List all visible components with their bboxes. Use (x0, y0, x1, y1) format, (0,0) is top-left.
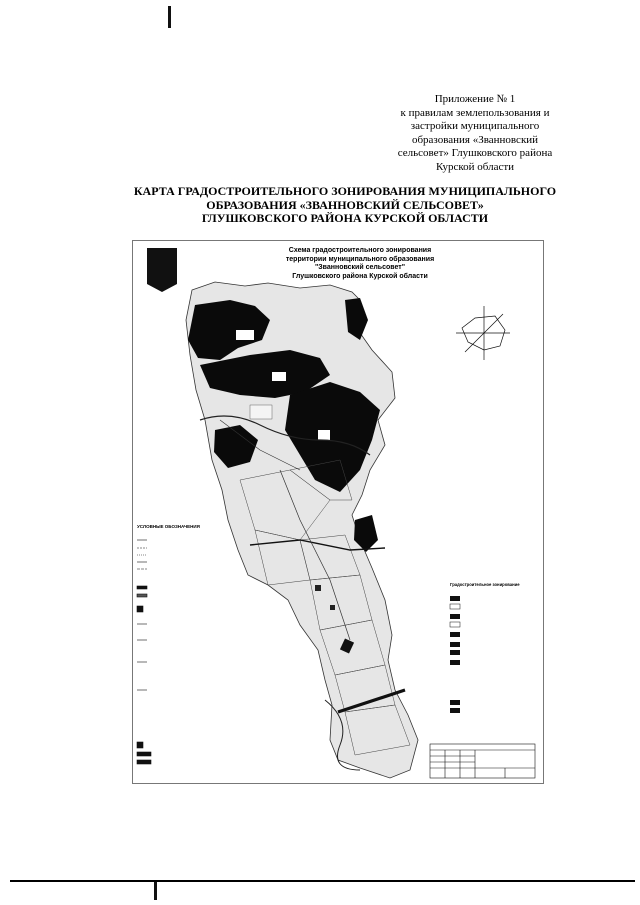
settlement-block (318, 430, 330, 440)
map-title-line: "Званновский сельсовет" (314, 264, 406, 271)
wind-rose-icon (456, 306, 510, 360)
map-title-line: Схема градостроительного зонирования (288, 247, 432, 254)
appendix-line: сельсовет» Глушковского района (397, 147, 553, 160)
coat-of-arms-shield (147, 284, 177, 292)
coat-of-arms-icon (147, 248, 177, 284)
settlement-block (250, 405, 272, 419)
title-line: КАРТА ГРАДОСТРОИТЕЛЬНОГО ЗОНИРОВАНИЯ МУНИЦИПАЛЬНОГО (133, 184, 557, 198)
appendix-line: застройки муниципального (410, 120, 540, 133)
appendix-line: Курской области (435, 160, 515, 173)
map-title-line: Глушковского района Курской области (292, 272, 428, 280)
page-bottom-rule (10, 880, 635, 882)
zone-marker (330, 605, 335, 610)
drawing-stamp (430, 744, 535, 778)
map-title-line: территории муниципального образования (285, 255, 435, 263)
legend-right (450, 596, 460, 713)
zone-marker (315, 585, 321, 591)
appendix-line: Приложение № 1 (434, 93, 516, 105)
appendix-line: образования «Званновский (411, 133, 539, 146)
title-line: ГЛУШКОВСКОГО РАЙОНА КУРСКОЙ ОБЛАСТИ (201, 211, 489, 225)
legend-left-title: УСЛОВНЫЕ ОБОЗНАЧЕНИЯ (137, 524, 200, 529)
map-title (250, 247, 470, 281)
settlement-block (272, 372, 286, 381)
title-line: ОБРАЗОВАНИЯ «ЗВАННОВСКИЙ СЕЛЬСОВЕТ» (206, 197, 484, 212)
appendix-line: к правилам землепользования и (400, 106, 550, 119)
legend-left (137, 540, 151, 764)
settlement-block (236, 330, 254, 340)
legend-right-title: Градостроительное зонирование (450, 582, 520, 587)
